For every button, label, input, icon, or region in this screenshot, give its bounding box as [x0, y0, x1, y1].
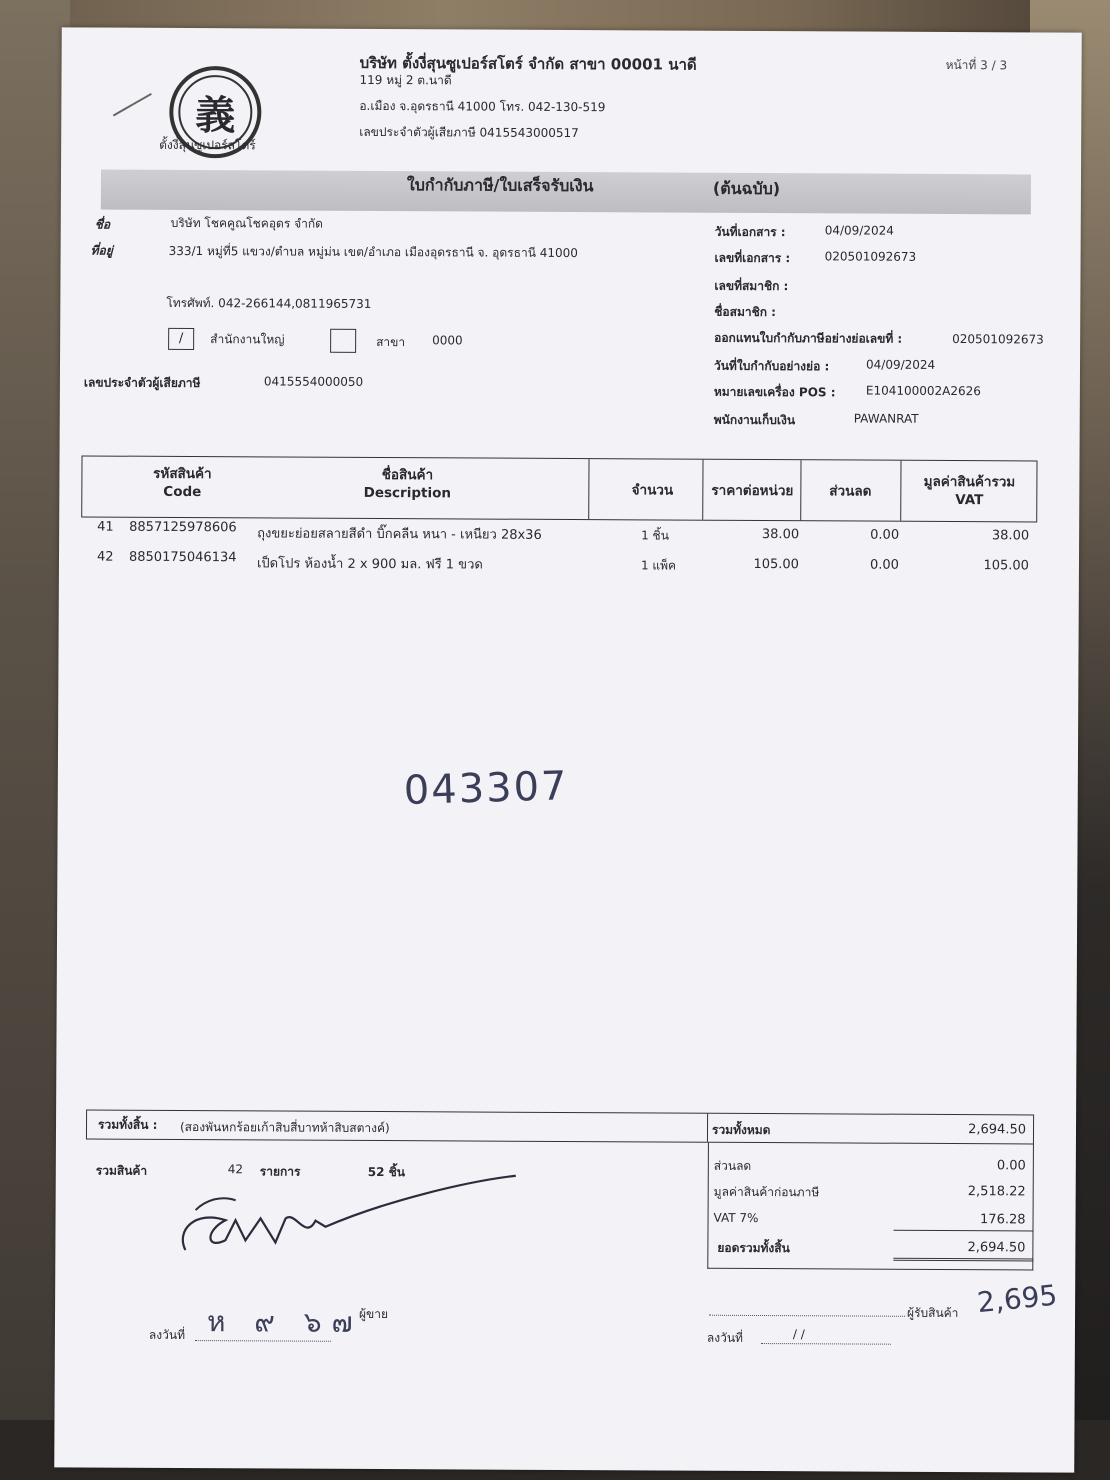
row-description: ถุงขยะย่อยสลายสีดำ บิ๊กคลีน หนา - เหนียว 28x36 [257, 526, 542, 543]
hq-checkbox: / [168, 328, 194, 350]
header-description [332, 466, 482, 503]
customer-tax-id: 0415554000050 [263, 374, 364, 389]
row-code: 8850175046134 [128, 549, 237, 566]
branch-label: สาขา [376, 334, 406, 350]
meta-label: พนักงานเก็บเงิน [713, 412, 796, 428]
meta-value: 04/09/2024 [824, 223, 894, 238]
meta-value: 04/09/2024 [865, 357, 936, 372]
items-count: 42 [227, 1162, 244, 1177]
receiver-label: ผู้รับสินค้า [907, 1305, 959, 1321]
meta-value: 020501092673 [952, 332, 1044, 347]
col-divider [707, 1114, 708, 1142]
col-divider [800, 460, 801, 520]
row-discount: 0.00 [870, 527, 900, 543]
row-price: 105.00 [753, 556, 800, 573]
row-description: เป็ดโปร ห้องน้ำ 2 x 900 มล. ฟรี 1 ขวด [256, 556, 483, 573]
row-qty: 1 ชิ้น [641, 528, 669, 543]
meta-value: PAWANRAT [853, 411, 919, 426]
net-total-label: ยอดรวมทั้งสิ้น [717, 1240, 790, 1256]
items-label: รวมสินค้า [95, 1163, 148, 1178]
pretax-value: 2,518.22 [967, 1184, 1026, 1200]
header-total-en: VAT [955, 492, 984, 509]
customer-address: 333/1 หมู่ที่5 แขวง/ตำบล หมู่ม่น เขต/อำเภอ เมืองอุดรธานี จ. อุดรธานี 41000 [168, 243, 578, 261]
net-total-value: 2,694.50 [967, 1240, 1026, 1256]
pieces-count: 52 ชิ้น [367, 1164, 406, 1180]
company-address-1: 119 หมู่ 2 ต.นาดี [359, 72, 452, 88]
receiver-signature-line [709, 1315, 905, 1317]
hq-label: สำนักงานใหญ่ [210, 332, 285, 347]
items-unit: รายการ [259, 1164, 301, 1179]
seller-label: ผู้ขาย [359, 1306, 389, 1322]
total-in-words: (สองพันหกร้อยเก้าสิบสี่บาทห้าสิบสตางค์) [179, 1119, 390, 1136]
branch-number: 0000 [432, 333, 463, 348]
customer-address-label: ที่อยู่ [90, 243, 113, 258]
customer-name-label: ชื่อ [94, 217, 111, 232]
row-total: 105.00 [983, 558, 1030, 574]
customer-name: บริษัท โชคคูณโชคอุดร จำกัด [170, 215, 323, 231]
meta-label: วันที่เอกสาร : [714, 224, 786, 240]
row-number: 42 [96, 549, 114, 565]
grand-total-value: 2,694.50 [968, 1122, 1027, 1138]
header-code-en: Code [163, 483, 202, 501]
header-code [122, 465, 242, 502]
meta-label: เลขที่เอกสาร : [714, 250, 791, 266]
meta-label: หมายเลขเครื่อง POS : [713, 384, 836, 400]
row-code: 8857125978606 [129, 519, 237, 536]
header-code-th: รหัสสินค้า [153, 465, 212, 483]
vat-value: 176.28 [980, 1212, 1026, 1228]
header-desc-th: ชื่อสินค้า [381, 467, 434, 484]
meta-value: E104100002A2626 [865, 383, 981, 399]
handwritten-code: 043307 [403, 763, 570, 815]
receiver-handwritten-total: 2,695 [975, 1278, 1059, 1320]
receipt-paper [54, 27, 1082, 1472]
meta-value: 020501092673 [824, 249, 917, 264]
seller-signature [165, 1170, 525, 1262]
pen-mark [111, 92, 153, 118]
header-total [902, 473, 1036, 510]
company-address-2: อ.เมือง จ.อุดรธานี 41000 โทร. 042-130-519 [359, 98, 606, 115]
branch-checkbox [330, 329, 356, 353]
company-name: บริษัท ตั้งงี่สุนซูเปอร์สโตร์ จำกัด สาขา 00001 นาดี [359, 53, 697, 74]
receiver-date-line [761, 1343, 891, 1345]
page-number: หน้าที่ 3 / 3 [945, 57, 1008, 73]
col-divider [588, 459, 589, 519]
discount-value: 0.00 [996, 1158, 1026, 1174]
meta-label: เลขที่สมาชิก : [714, 278, 789, 294]
grand-total-label: รวมทั้งหมด [711, 1122, 771, 1138]
meta-label: ชื่อสมาชิก : [714, 304, 777, 320]
meta-label: ออกแทนใบกำกับภาษีอย่างย่อเลขที่ : [714, 330, 903, 346]
doc-copy: (ต้นฉบับ) [712, 178, 781, 199]
pretax-label: มูลค่าสินค้าก่อนภาษี [713, 1184, 820, 1200]
seller-date-label: ลงวันที่ [148, 1327, 186, 1343]
logo-glyph: 義 [178, 75, 252, 149]
header-qty: จำนวน [631, 482, 674, 499]
row-qty: 1 แพ็ค [640, 558, 677, 573]
row-price: 38.00 [761, 527, 800, 543]
row-discount: 0.00 [869, 557, 900, 573]
col-divider [900, 461, 901, 521]
row-total: 38.00 [991, 528, 1030, 544]
receiver-date-label: ลงวันที่ [706, 1330, 744, 1345]
header-total-th: มูลค่าสินค้ารวม [923, 473, 1016, 491]
header-desc-en: Description [363, 484, 452, 502]
meta-label: วันที่ใบกำกับอย่างย่อ : [713, 358, 830, 374]
vat-label: VAT 7% [713, 1210, 759, 1226]
discount-label: ส่วนลด [713, 1158, 752, 1173]
doc-title: ใบกำกับภาษี/ใบเสร็จรับเงิน [406, 175, 594, 196]
logo-caption: ตั้งงี่สุนซูเปอร์สโตร์ [159, 137, 256, 153]
header-discount: ส่วนลด [829, 483, 872, 500]
total-label: รวมทั้งสิ้น : [97, 1117, 158, 1132]
customer-phone: โทรศัพท์. 042-266144,0811965731 [166, 295, 372, 311]
company-tax-id: เลขประจำตัวผู้เสียภาษี 0415543000517 [359, 124, 579, 141]
customer-tax-label: เลขประจำตัวผู้เสียภาษี [83, 375, 201, 391]
items-table-header [81, 455, 1037, 522]
seller-date-handwritten: ห ๙ ๖๗ [206, 1305, 363, 1339]
header-price: ราคาต่อหน่วย [711, 482, 794, 500]
row-number: 41 [97, 519, 114, 535]
col-divider [702, 460, 703, 520]
receiver-date-slashes: / / [792, 1327, 805, 1342]
